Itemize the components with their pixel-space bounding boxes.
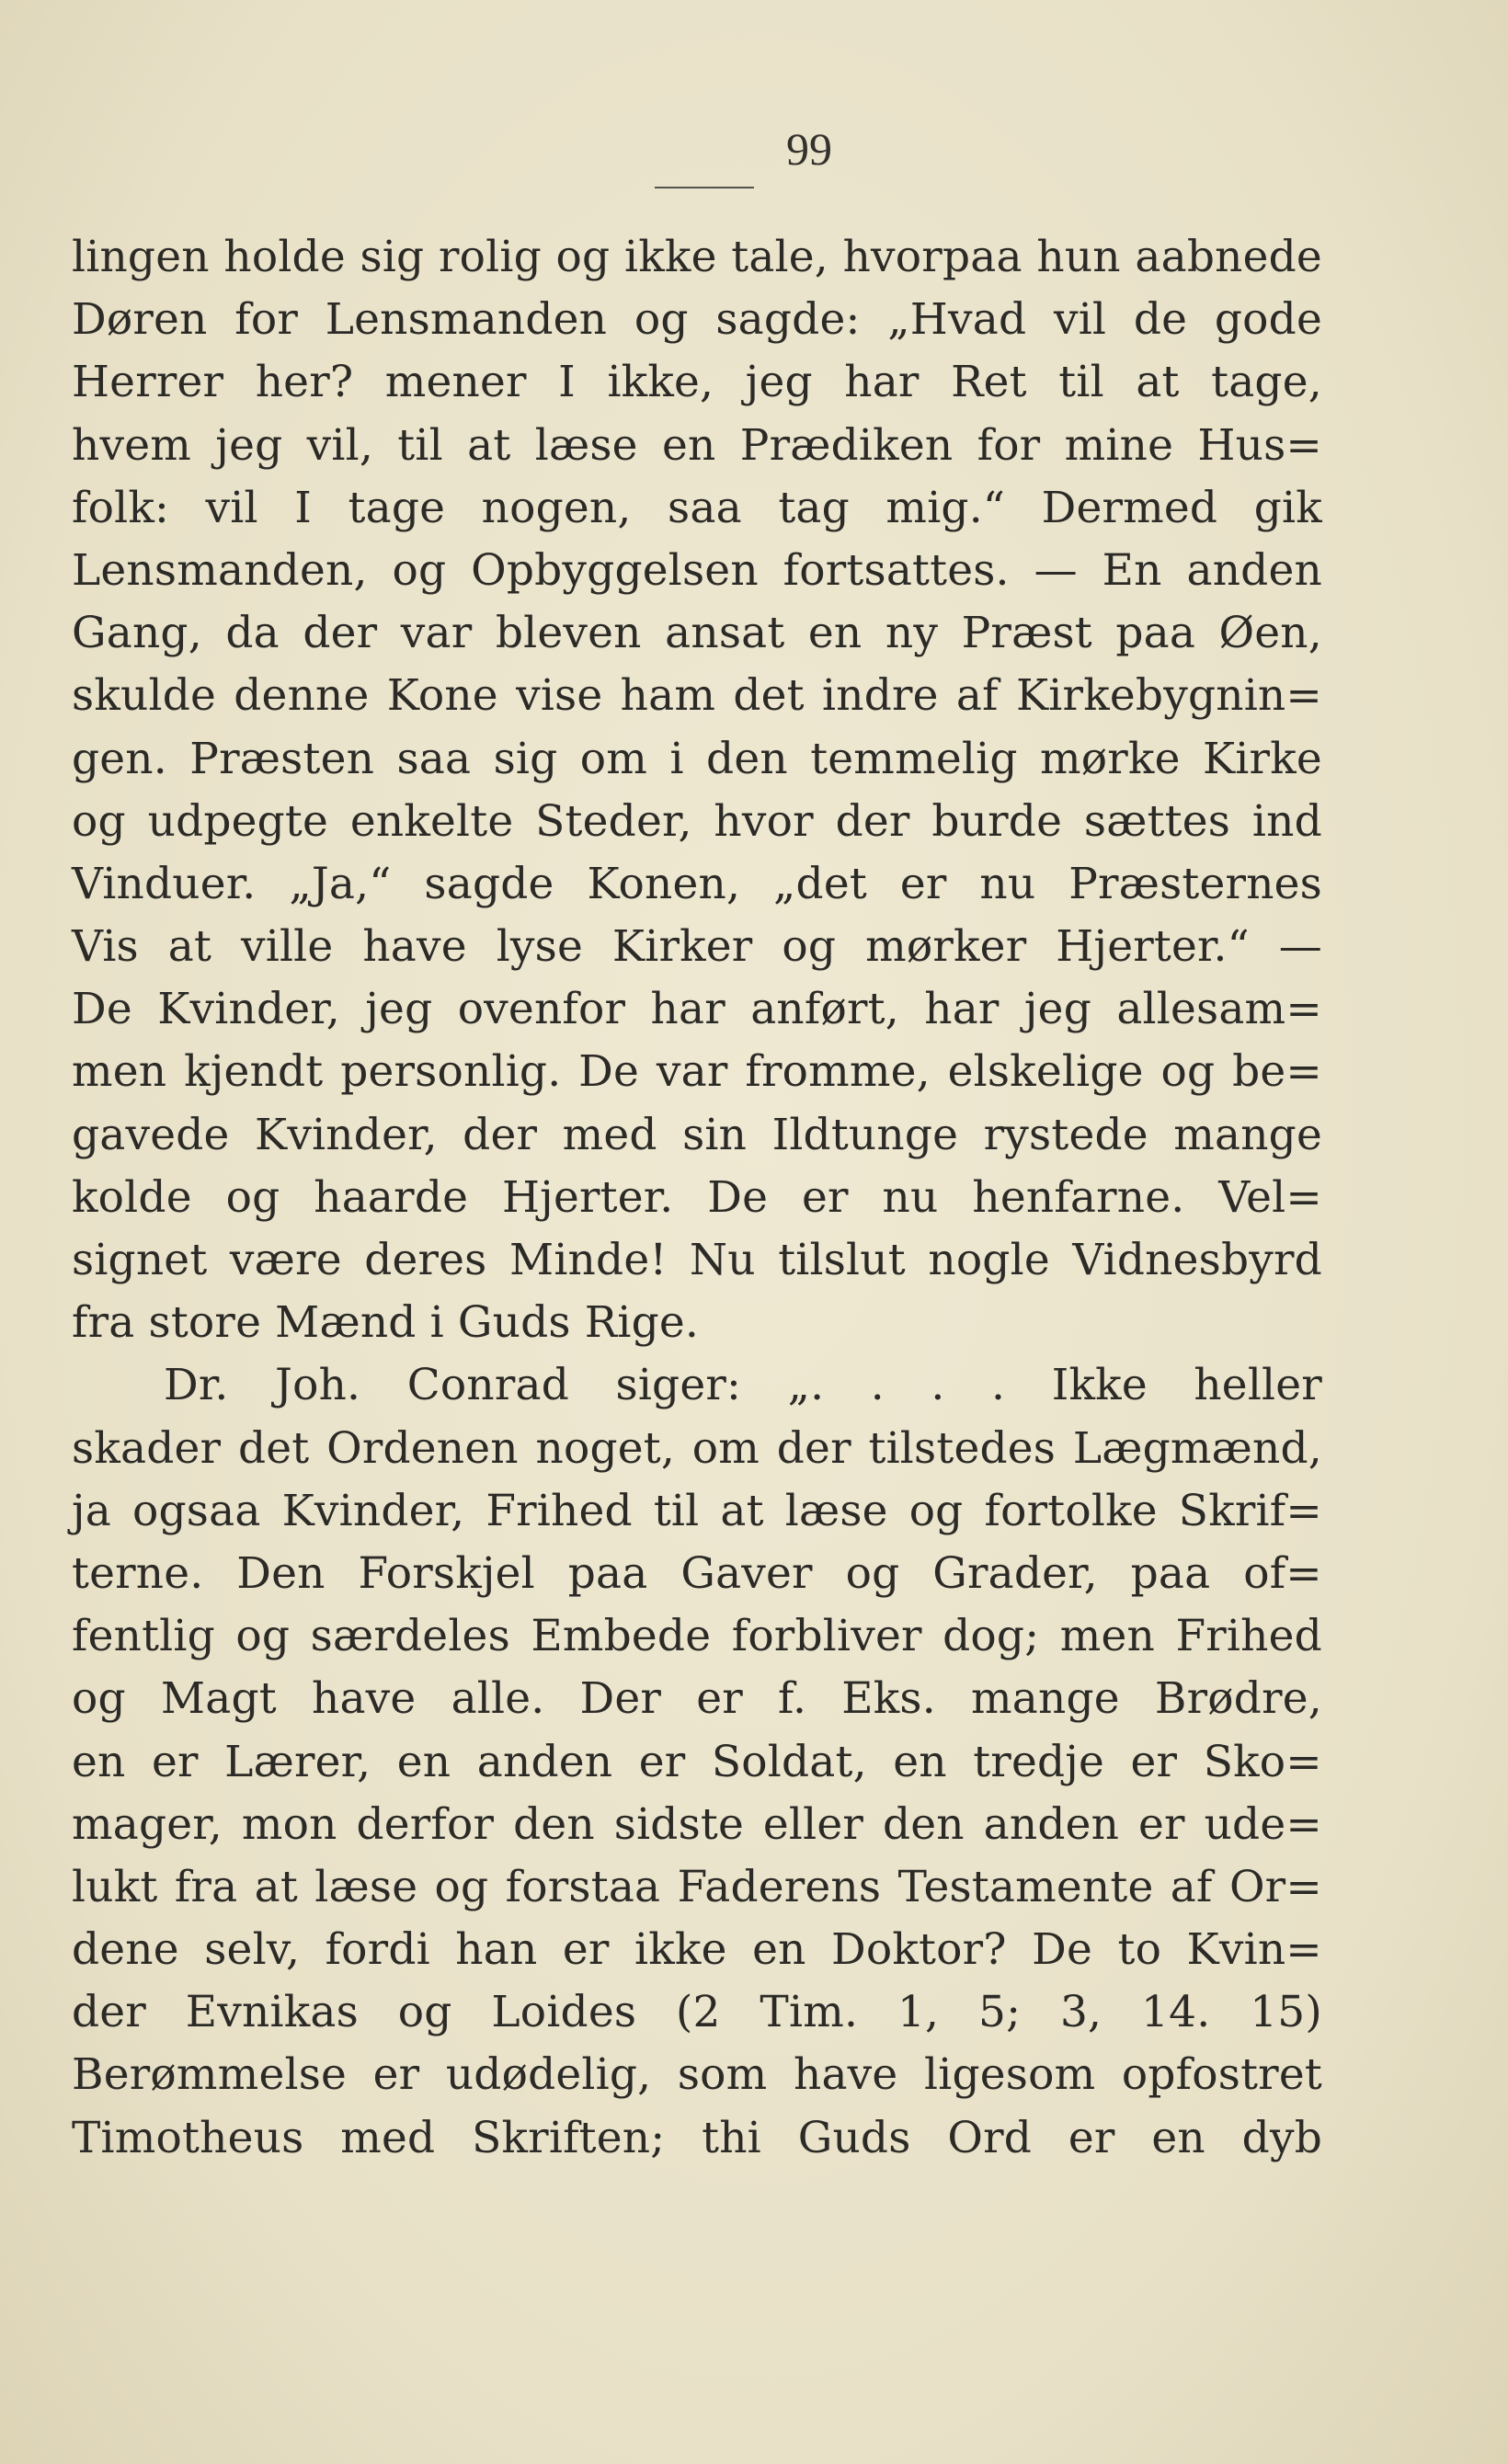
text-line: Døren for Lensmanden og sagde: „Hvad vil de gode: [72, 294, 1322, 346]
text-line: Dr. Joh. Conrad siger: „. . . . Ikke heller: [164, 1360, 1322, 1411]
text-line: hvem jeg vil, til at læse en Prædiken for mine Hus=: [72, 419, 1322, 471]
text-line: gavede Kvinder, der med sin Ildtunge rystede mange: [72, 1109, 1322, 1160]
text-line: fra store Mænd i Guds Rige.: [72, 1297, 700, 1349]
text-line: der Evnikas og Loides (2 Tim. 1, 5; 3, 14. 15): [72, 1987, 1322, 2038]
text-line: De Kvinder, jeg ovenfor har anført, har jeg allesam=: [72, 984, 1322, 1035]
text-line: terne. Den Forskjel paa Gaver og Grader, paa of=: [72, 1547, 1322, 1599]
text-line: Lensmanden, og Opbyggelsen fortsattes. — En anden: [72, 544, 1322, 596]
text-line: gen. Præsten saa sig om i den temmelig mørke Kirke: [72, 733, 1322, 784]
text-line: kolde og haarde Hjerter. De er nu henfarne. Vel=: [72, 1171, 1322, 1223]
page-number: 99: [786, 123, 832, 175]
text-line: signet være deres Minde! Nu tilslut nogle Vidnesbyrd: [72, 1235, 1322, 1285]
text-line: lingen holde sig rolig og ikke tale, hvorpaa hun aabnede: [72, 232, 1322, 282]
page-header: [0, 121, 1508, 177]
text-line: folk: vil I tage nogen, saa tag mig.“ Dermed gik: [72, 482, 1322, 533]
text-line: dene selv, fordi han er ikke en Doktor? De to Kvin=: [72, 1924, 1322, 1976]
text-line: og Magt have alle. Der er f. Eks. mange Brødre,: [72, 1673, 1322, 1725]
text-line: Gang, da der var bleven ansat en ny Præst paa Øen,: [72, 608, 1322, 659]
text-line: ja ogsaa Kvinder, Frihed til at læse og fortolke Skrif=: [72, 1485, 1322, 1536]
text-line: lukt fra at læse og forstaa Faderens Testamente af Or=: [72, 1861, 1322, 1912]
text-line: Berømmelse er udødelig, som have ligesom opfostret: [72, 2049, 1322, 2101]
text-line: Herrer her? mener I ikke, jeg har Ret til at tage,: [72, 357, 1322, 408]
text-line: Vis at ville have lyse Kirker og mørker Hjerter.“ —: [72, 921, 1322, 973]
text-line: skader det Ordenen noget, om der tilstedes Lægmænd,: [72, 1422, 1322, 1474]
text-line: fentlig og særdeles Embede forbliver dog; men Frihed: [72, 1611, 1322, 1662]
text-line: en er Lærer, en anden er Soldat, en tredje er Sko=: [72, 1736, 1322, 1787]
text-line: men kjendt personlig. De var fromme, elskelige og be=: [72, 1046, 1322, 1098]
text-line: og udpegte enkelte Steder, hvor der burde sættes ind: [72, 795, 1322, 847]
text-line: mager, mon derfor den sidste eller den anden er ude=: [72, 1798, 1322, 1850]
header-rule: [655, 187, 754, 188]
text-line: skulde denne Kone vise ham det indre af Kirkebygnin=: [72, 670, 1322, 722]
text-line: Timotheus med Skriften; thi Guds Ord er en dyb: [72, 2112, 1322, 2163]
body-text: [72, 226, 1322, 2170]
text-line: Vinduer. „Ja,“ sagde Konen, „det er nu Præsternes: [72, 858, 1322, 909]
